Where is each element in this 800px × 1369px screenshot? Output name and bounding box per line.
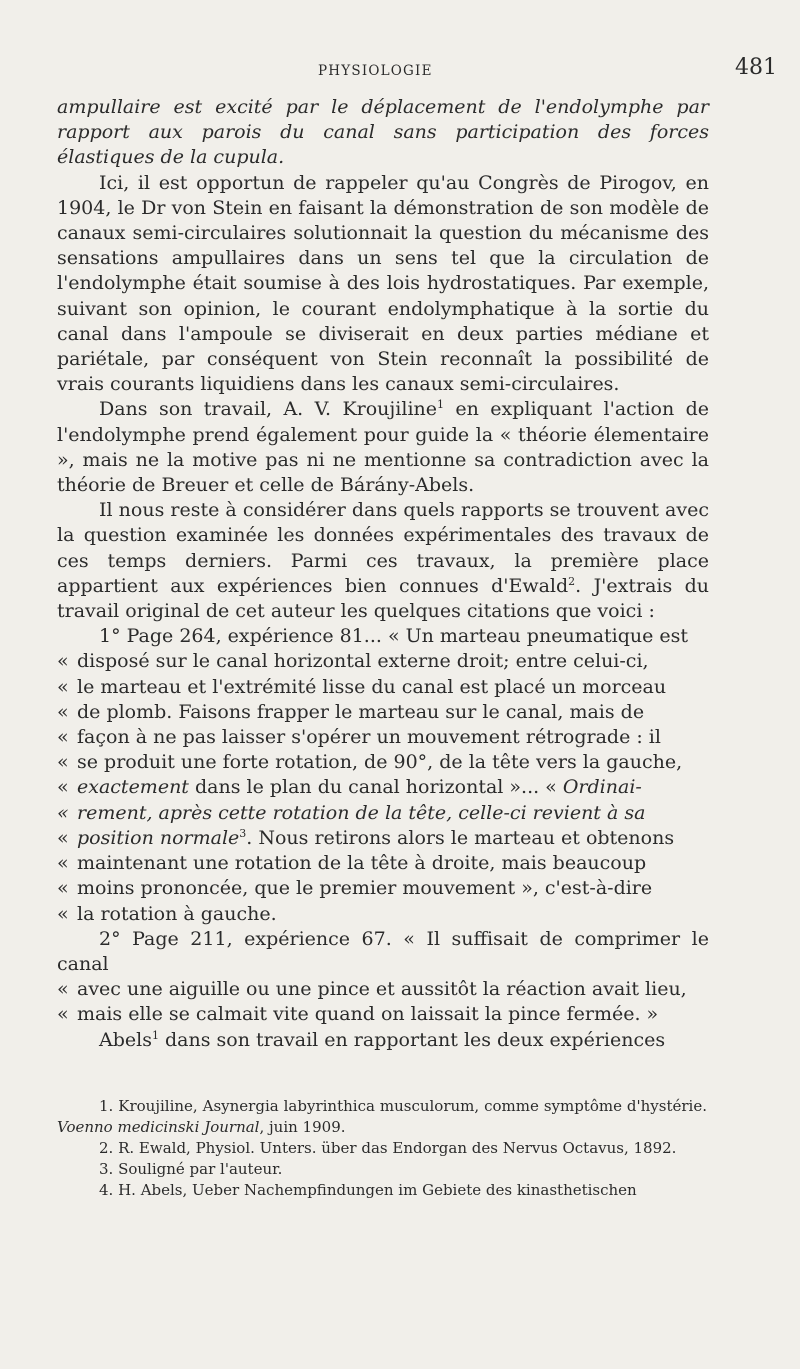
running-title: PHYSIOLOGIE <box>318 63 433 79</box>
quote-line: « avec une aiguille ou une pince et aussitôt la réaction avait lieu, <box>57 978 687 1001</box>
footnote-3: 3. Souligné par l'auteur. <box>99 1160 283 1178</box>
footnote-4: 4. H. Abels, Ueber Nachempfindungen im Gebiete des kinasthetischen <box>99 1181 637 1199</box>
page-header <box>0 55 800 85</box>
quote-line: « exactement dans le plan du canal horizontal »... « Ordinai- <box>57 776 642 799</box>
footnote-ref-2: 2 <box>568 574 576 588</box>
quote-line: « maintenant une rotation de la tête à droite, mais beaucoup <box>57 852 647 875</box>
paragraph-5: Abels$^1$ dans son travail en rapportant les deux expériences <box>99 1028 666 1051</box>
quote-line: « rement, après cette rotation de la tête, celle-ci revient à sa <box>57 801 646 824</box>
footnotes <box>57 1096 707 1201</box>
paragraph-2: Ici, il est opportun de rappeler qu'au Congrès de Pirogov, en 1904, le Dr von Stein en faisant la démonstration de son modèle de canaux semi-circulaires solutionnait la question du mécanisme des sensations ampullaires dans un sens tel que la circulation de l'endolymphe était soumise à des lois hydrostatiques. Par exemple, suivant son opinion, le courant endolymphatique à la sortie du canal dans l'ampoule se diviserait en deux parties médiane et pariétale, par conséquent von Stein reconnaît la possibilité de vrais courants liquidiens dans les canaux semi-circulaires. <box>57 171 709 396</box>
footnote-ref-1: 1 <box>437 398 444 412</box>
quote-line: « le marteau et l'extrémité lisse du canal est placé un morceau <box>57 675 667 698</box>
quote-line: « de plomb. Faisons frapper le marteau sur le canal, mais de <box>57 700 645 723</box>
paragraph-3: Dans son travail, A. V. Kroujiline$^1$ en expliquant l'action de l'endolymphe prend également pour guide la « théorie élementaire », mais ne la motive pas ni ne mentionne sa contradiction avec la théorie de Breuer et celle de Bárány-Abels. <box>57 398 709 497</box>
footnote-2: 2. R. Ewald, Physiol. Unters. über das Endorgan des Nervus Octavus, 1892. <box>99 1139 677 1157</box>
quote-line: « la rotation à gauche. <box>57 902 277 925</box>
footnote-ref-3: 3 <box>239 826 247 840</box>
footnote-1: 1. Kroujiline, Asynergia labyrinthica musculorum, comme symptôme d'hystérie. Voenno medicinski Journal, juin 1909. <box>57 1097 707 1136</box>
body-text <box>57 95 709 1053</box>
quote-line: « se produit une forte rotation, de 90°, de la tête vers la gauche, <box>57 751 683 774</box>
footnote-ref-4: 1 <box>151 1028 159 1042</box>
quote-2-head: 2° Page 211, expérience 67. « Il suffisait de comprimer le canal <box>57 927 709 975</box>
paragraph-4: Il nous reste à considérer dans quels rapports se trouvent avec la question examinée les données expérimentales des travaux de ces temps derniers. Parmi ces travaux, la première place appartient aux expériences bien connues d'Ewald$^2$. J'extrais du travail original de cet auteur les quelques citations que voici : <box>57 499 709 623</box>
page-number: 481 <box>735 55 777 80</box>
quote-line: « façon à ne pas laisser s'opérer un mouvement rétrograde : il <box>57 726 661 749</box>
quote-line: « mais elle se calmait vite quand on laissait la pince fermée. » <box>57 1003 659 1026</box>
paragraph-1: ampullaire est excité par le déplacement de l'endolymphe par rapport aux parois du canal sans participation des forces élastiques de la cupula. <box>57 96 709 169</box>
quote-2 <box>57 977 709 1027</box>
quote-line: « disposé sur le canal horizontal externe droit; entre celui-ci, <box>57 650 649 673</box>
quote-line: « moins prononcée, que le premier mouvement », c'est-à-dire <box>57 877 653 900</box>
quote-1 <box>57 649 709 926</box>
quote-1-head: 1° Page 264, expérience 81... « Un marteau pneumatique est <box>99 625 689 648</box>
quote-line: « position normale$^3$. Nous retirons alors le marteau et obtenons <box>57 826 675 849</box>
